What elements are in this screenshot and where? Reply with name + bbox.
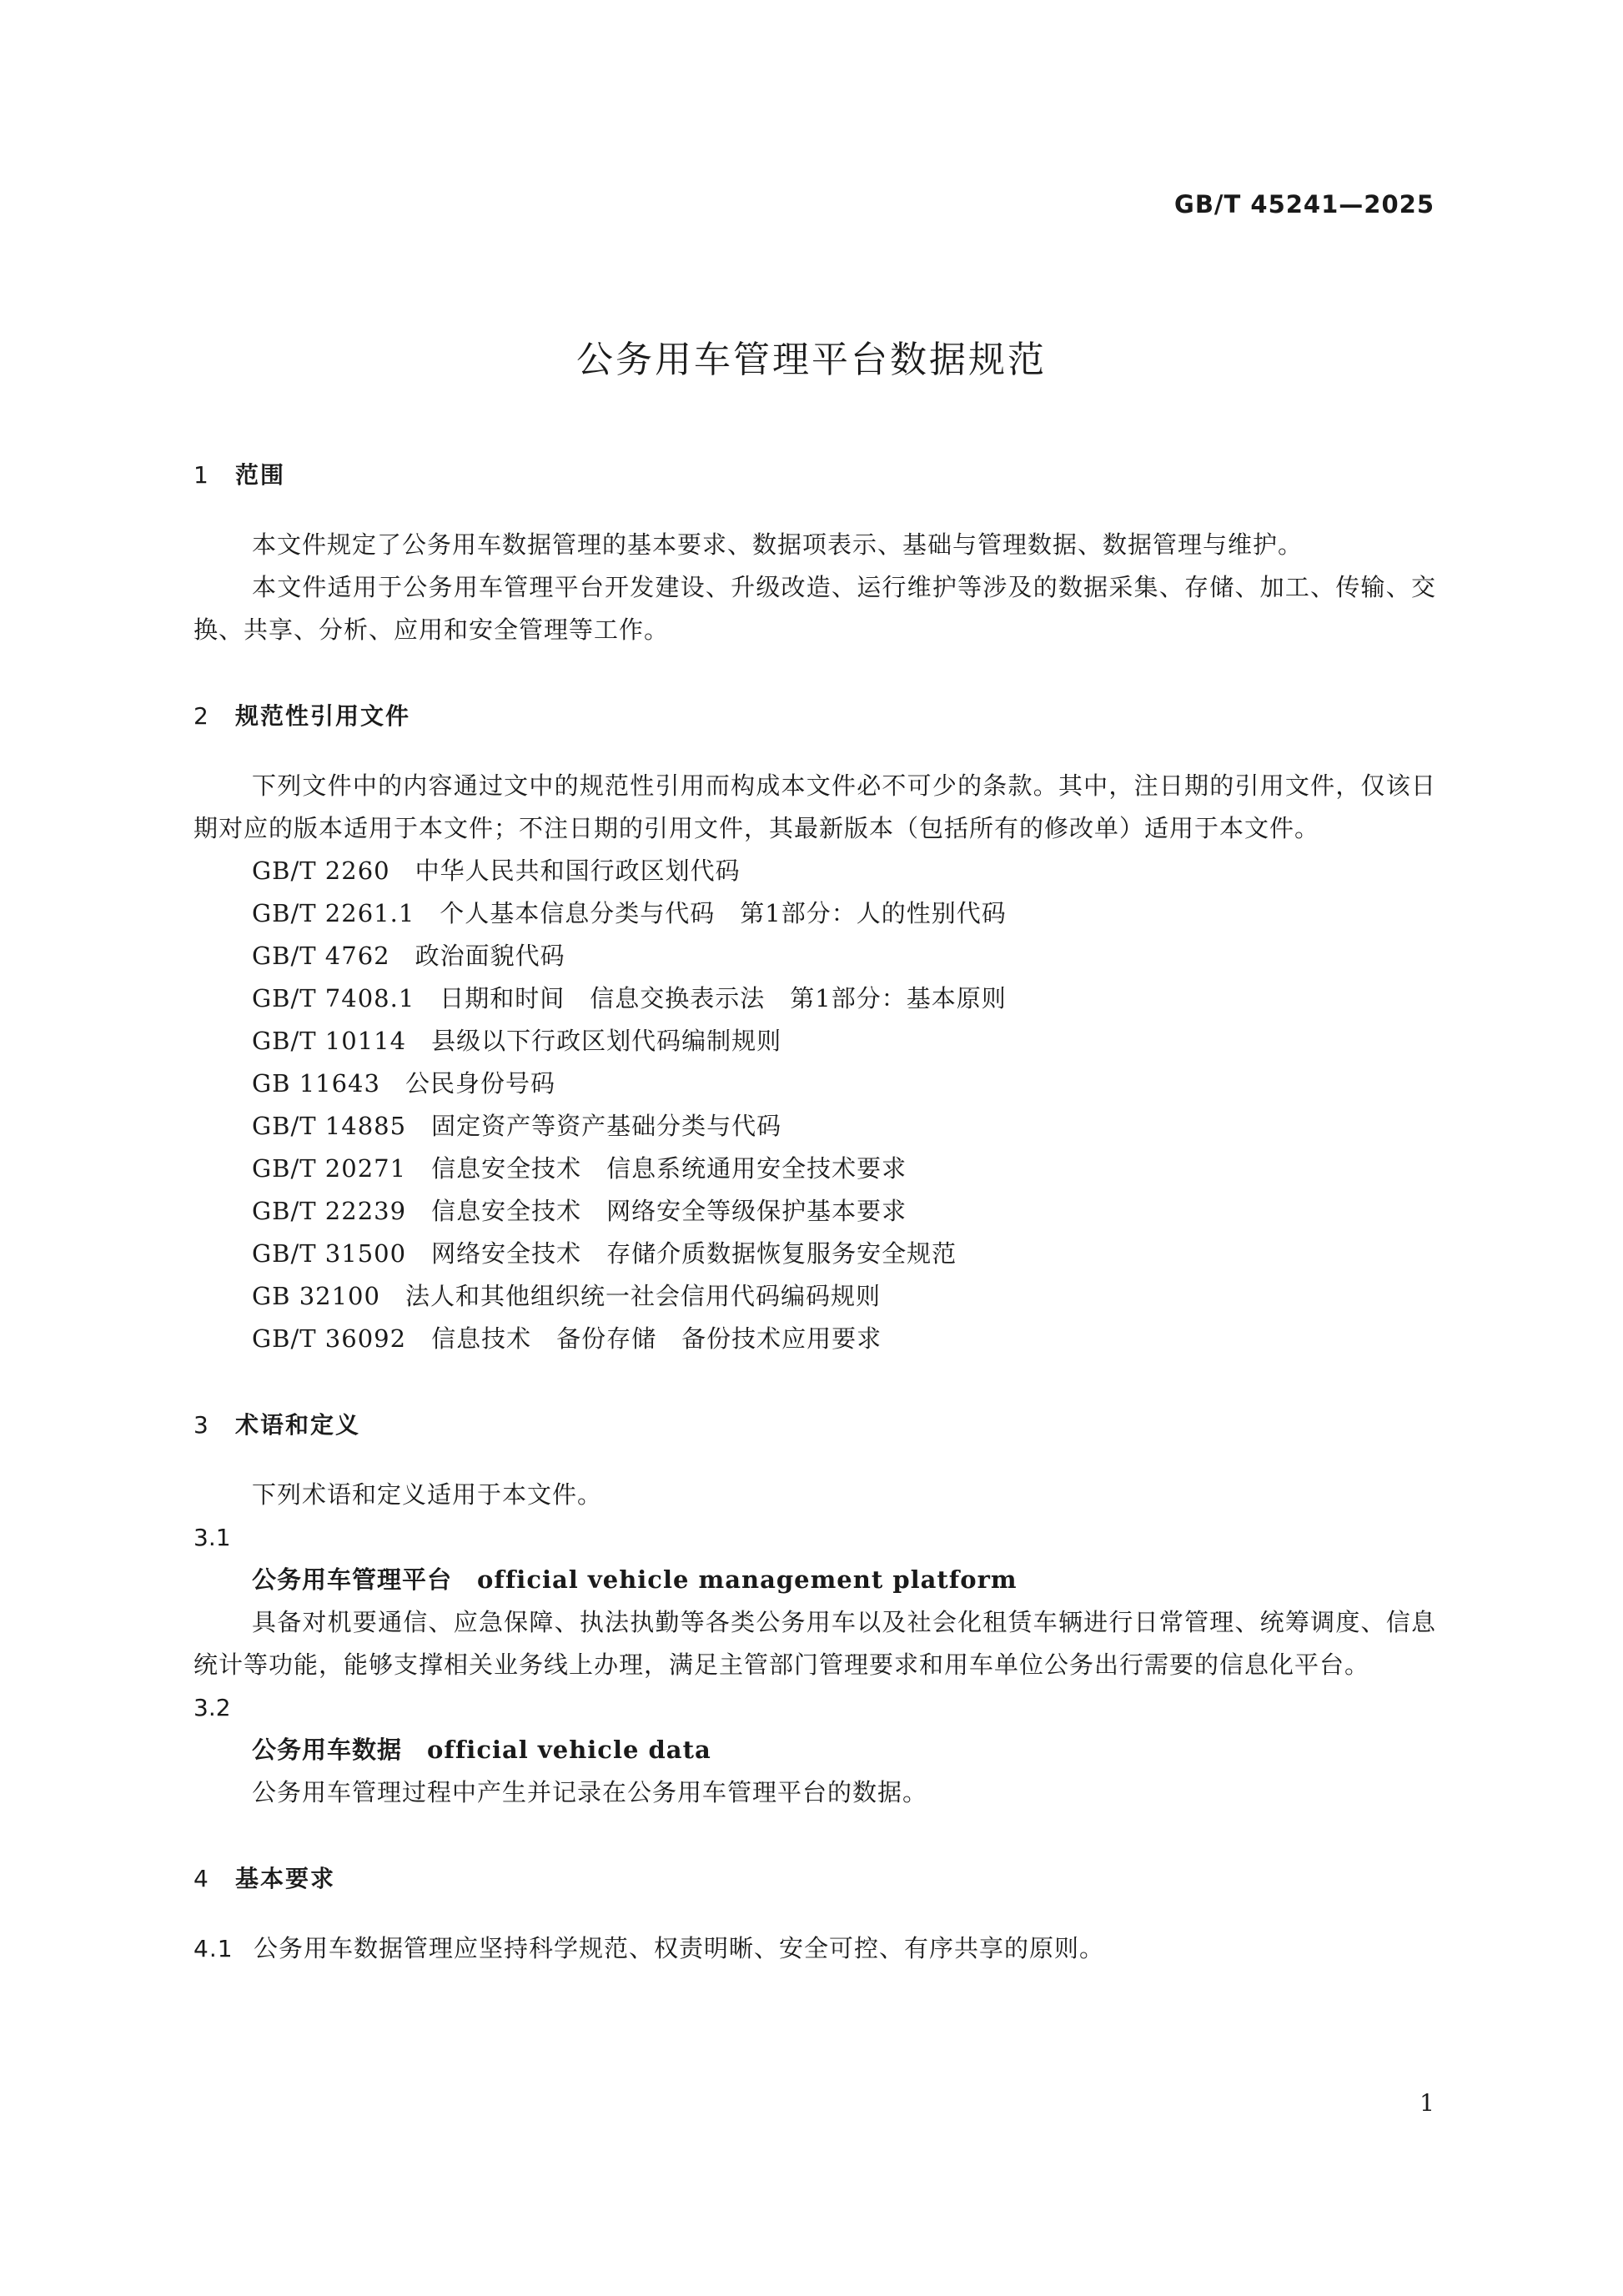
paragraph: 下列文件中的内容通过文中的规范性引用而构成本文件必不可少的条款。其中，注日期的引用文件，仅该日期对应的版本适用于本文件；不注日期的引用文件，其最新版本（包括所有的修改单）适用于本文件。 [193,771,1436,842]
reference-item [193,1318,1436,1360]
term-definition: 具备对机要通信、应急保障、执法执勤等各类公务用车以及社会化租赁车辆进行日常管理、统筹调度、信息统计等功能，能够支撑相关业务线上办理，满足主管部门管理要求和用车单位公务出行需要的信息化平台。 [193,1608,1436,1679]
reference-code: GB/T 36092 [252,1324,407,1353]
section-number: 2 [193,702,210,730]
reference-title: 信息技术 备份存储 备份技术应用要求 [431,1324,882,1353]
reference-code: GB/T 20271 [252,1154,407,1183]
section-2-heading [193,698,1436,731]
clause [193,1927,1436,1970]
term-definition: 公务用车管理过程中产生并记录在公务用车管理平台的数据。 [252,1778,928,1806]
reference-item [193,1233,1436,1275]
term-zh: 公务用车数据 [252,1736,403,1764]
clause-number: 4.1 [193,1935,234,1962]
reference-item [193,935,1436,977]
reference-item [193,1020,1436,1063]
term-heading [193,1559,1436,1601]
reference-list [193,850,1436,1360]
term-en: official vehicle management platform [477,1565,1018,1594]
reference-title: 法人和其他组织统一社会信用代码编码规则 [404,1282,881,1310]
section-number: 3 [193,1411,210,1439]
term-heading [193,1729,1436,1771]
reference-title: 固定资产等资产基础分类与代码 [431,1112,782,1140]
reference-title: 公民身份号码 [404,1069,555,1098]
reference-item [193,1063,1436,1105]
section-number: 1 [193,461,210,489]
reference-item [193,1105,1436,1148]
reference-code: GB/T 2261.1 [252,899,415,927]
reference-code: GB/T 7408.1 [252,984,415,1012]
reference-code: GB 32100 [252,1282,380,1310]
paragraph: 本文件适用于公务用车管理平台开发建设、升级改造、运行维护等涉及的数据采集、存储、加工、传输、交换、共享、分析、应用和安全管理等工作。 [193,573,1436,644]
reference-title: 中华人民共和国行政区划代码 [415,857,741,885]
term-number: 3.1 [193,1524,231,1551]
paragraph: 本文件规定了公务用车数据管理的基本要求、数据项表示、基础与管理数据、数据管理与维护。 [252,530,1304,559]
reference-title: 信息安全技术 网络安全等级保护基本要求 [431,1197,907,1225]
section-title: 基本要求 [235,1865,336,1892]
paragraph: 下列术语和定义适用于本文件。 [252,1480,603,1509]
reference-code: GB/T 2260 [252,857,390,885]
reference-code: GB/T 4762 [252,942,390,970]
reference-item [193,1275,1436,1318]
reference-code: GB/T 22239 [252,1197,407,1225]
reference-code: GB/T 31500 [252,1239,407,1268]
reference-title: 政治面貌代码 [415,942,565,970]
reference-title: 信息安全技术 信息系统通用安全技术要求 [431,1154,907,1183]
standard-code: GB/T 45241—2025 [1174,190,1435,219]
reference-item [193,977,1436,1020]
page-number: 1 [1419,2089,1435,2117]
reference-code: GB/T 10114 [252,1027,407,1055]
document-title: 公务用车管理平台数据规范 [576,339,1047,381]
section-title: 范围 [235,461,286,489]
reference-item [193,850,1436,892]
document-body [193,457,1436,1970]
reference-code: GB/T 14885 [252,1112,407,1140]
section-title: 术语和定义 [235,1411,361,1439]
reference-item [193,892,1436,935]
section-3-heading [193,1407,1436,1440]
reference-title: 网络安全技术 存储介质数据恢复服务安全规范 [431,1239,957,1268]
reference-title: 日期和时间 信息交换表示法 第1部分：基本原则 [440,984,1007,1012]
reference-title: 个人基本信息分类与代码 第1部分：人的性别代码 [440,899,1007,927]
section-title: 规范性引用文件 [235,702,411,730]
term-zh: 公务用车管理平台 [252,1565,453,1594]
section-1-heading [193,457,1436,490]
reference-title: 县级以下行政区划代码编制规则 [431,1027,782,1055]
term-number: 3.2 [193,1694,231,1721]
section-number: 4 [193,1865,210,1892]
term-en: official vehicle data [427,1736,711,1764]
clause-text: 公务用车数据管理应坚持科学规范、权责明晰、安全可控、有序共享的原则。 [254,1934,1105,1962]
section-4-heading [193,1861,1436,1894]
reference-item [193,1148,1436,1190]
reference-code: GB 11643 [252,1069,380,1098]
reference-item [193,1190,1436,1233]
